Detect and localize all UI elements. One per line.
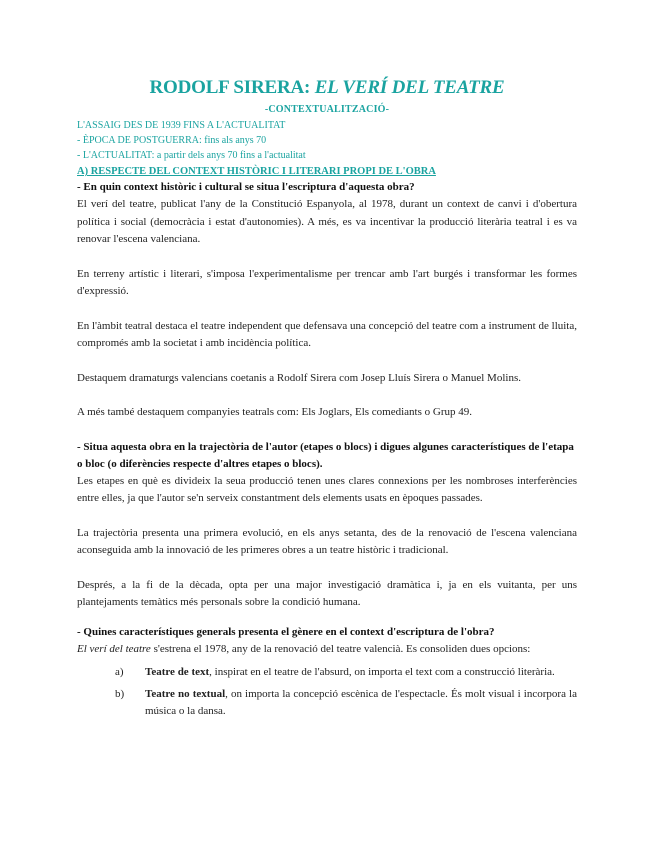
paragraph: A més també destaquem companyies teatrals com: Els Joglars, Els comediants o Grup 49. [77, 406, 472, 418]
paragraph: La trajectòria presenta una primera evolució, en els anys setanta, des de la renovació de l'escena valenciana aconseguida amb la innovació de les primeres obres a un teatre històric i tradicional. [77, 526, 577, 556]
question-genre-characteristics: - Quines característiques generals presenta el gènere en el context d'escriptura de l'obra? [77, 625, 495, 638]
option-description: , inspirat en el teatre de l'absurd, on importa el text com a construcció literària. [209, 666, 555, 678]
option-term: Teatre no textual [145, 687, 226, 700]
paragraph: El verí del teatre, publicat l'any de la Constitució Espanyola, al 1978, durant un context de canvi i d'obertura política i social (democràcia i estat d'autonomies). A més, es va incentivar la producció literària teatral i es va renovar l'escena valenciana. [77, 198, 577, 245]
work-title-inline: El verí del teatre [77, 642, 151, 655]
question-historical-context: - En quin context històric i cultural se situa l'escriptura d'aquesta obra? [77, 181, 415, 193]
paragraph: En terreny artístic i literari, s'imposa l'experimentalisme per trencar amb l'art burgés i transformar les formes d'expressió. [77, 267, 577, 297]
context-line-postwar: - ÈPOCA DE POSTGUERRA: fins als anys 70 [77, 135, 267, 146]
option-description: , on importa la concepció escènica de l'espectacle. És molt visual i incorpora la música o la dansa. [145, 687, 577, 717]
section-heading-a: A) RESPECTE DEL CONTEXT HISTÒRIC I LITERARI PROPI DE L'OBRA [77, 166, 436, 177]
paragraph: Després, a la fi de la dècada, opta per una major investigació dramàtica i, ja en els vuitanta, per uns plantejaments temàtics més personals sobre la condició humana. [77, 578, 577, 608]
title-work: EL VERÍ DEL TEATRE [314, 77, 505, 98]
genre-intro [77, 641, 577, 659]
page-subtitle: -CONTEXTUALITZACIÓ- [264, 104, 390, 115]
list-marker: a) [115, 666, 124, 678]
list-item [115, 686, 577, 721]
list-item [115, 664, 577, 682]
list-marker: b) [115, 687, 125, 700]
question-author-trajectory: - Situa aquesta obra en la trajectòria de l'autor (etapes o blocs) i digues algunes característiques de l'etapa o bloc (o diferències respecte d'altres etapes o blocs). [77, 440, 574, 470]
paragraph: Les etapes en què es divideix la seua producció tenen unes clares connexions per les nombroses interferències entre elles, ja que l'autor se'n serveix constantment dels elements usats en èpoques passades. [77, 474, 577, 504]
genre-intro-text: s'estrena el 1978, any de la renovació del teatre valencià. Es consoliden dues opcions: [150, 642, 531, 655]
title-author: RODOLF SIRERA: [149, 77, 315, 98]
genre-options-list [77, 664, 577, 721]
context-line-current: - L'ACTUALITAT: a partir dels anys 70 fins a l'actualitat [77, 150, 306, 161]
context-line-essay: L'ASSAIG DES DE 1939 FINS A L'ACTUALITAT [77, 120, 286, 131]
paragraph: En l'àmbit teatral destaca el teatre independent que defensava una concepció del teatre com a instrument de lluita, compromés amb la societat i amb incidència política. [77, 319, 577, 349]
option-term: Teatre de text [145, 666, 210, 678]
paragraph: Destaquem dramaturgs valencians coetanis a Rodolf Sirera com Josep Lluís Sirera o Manuel Molins. [77, 371, 521, 384]
page-title [77, 76, 577, 100]
